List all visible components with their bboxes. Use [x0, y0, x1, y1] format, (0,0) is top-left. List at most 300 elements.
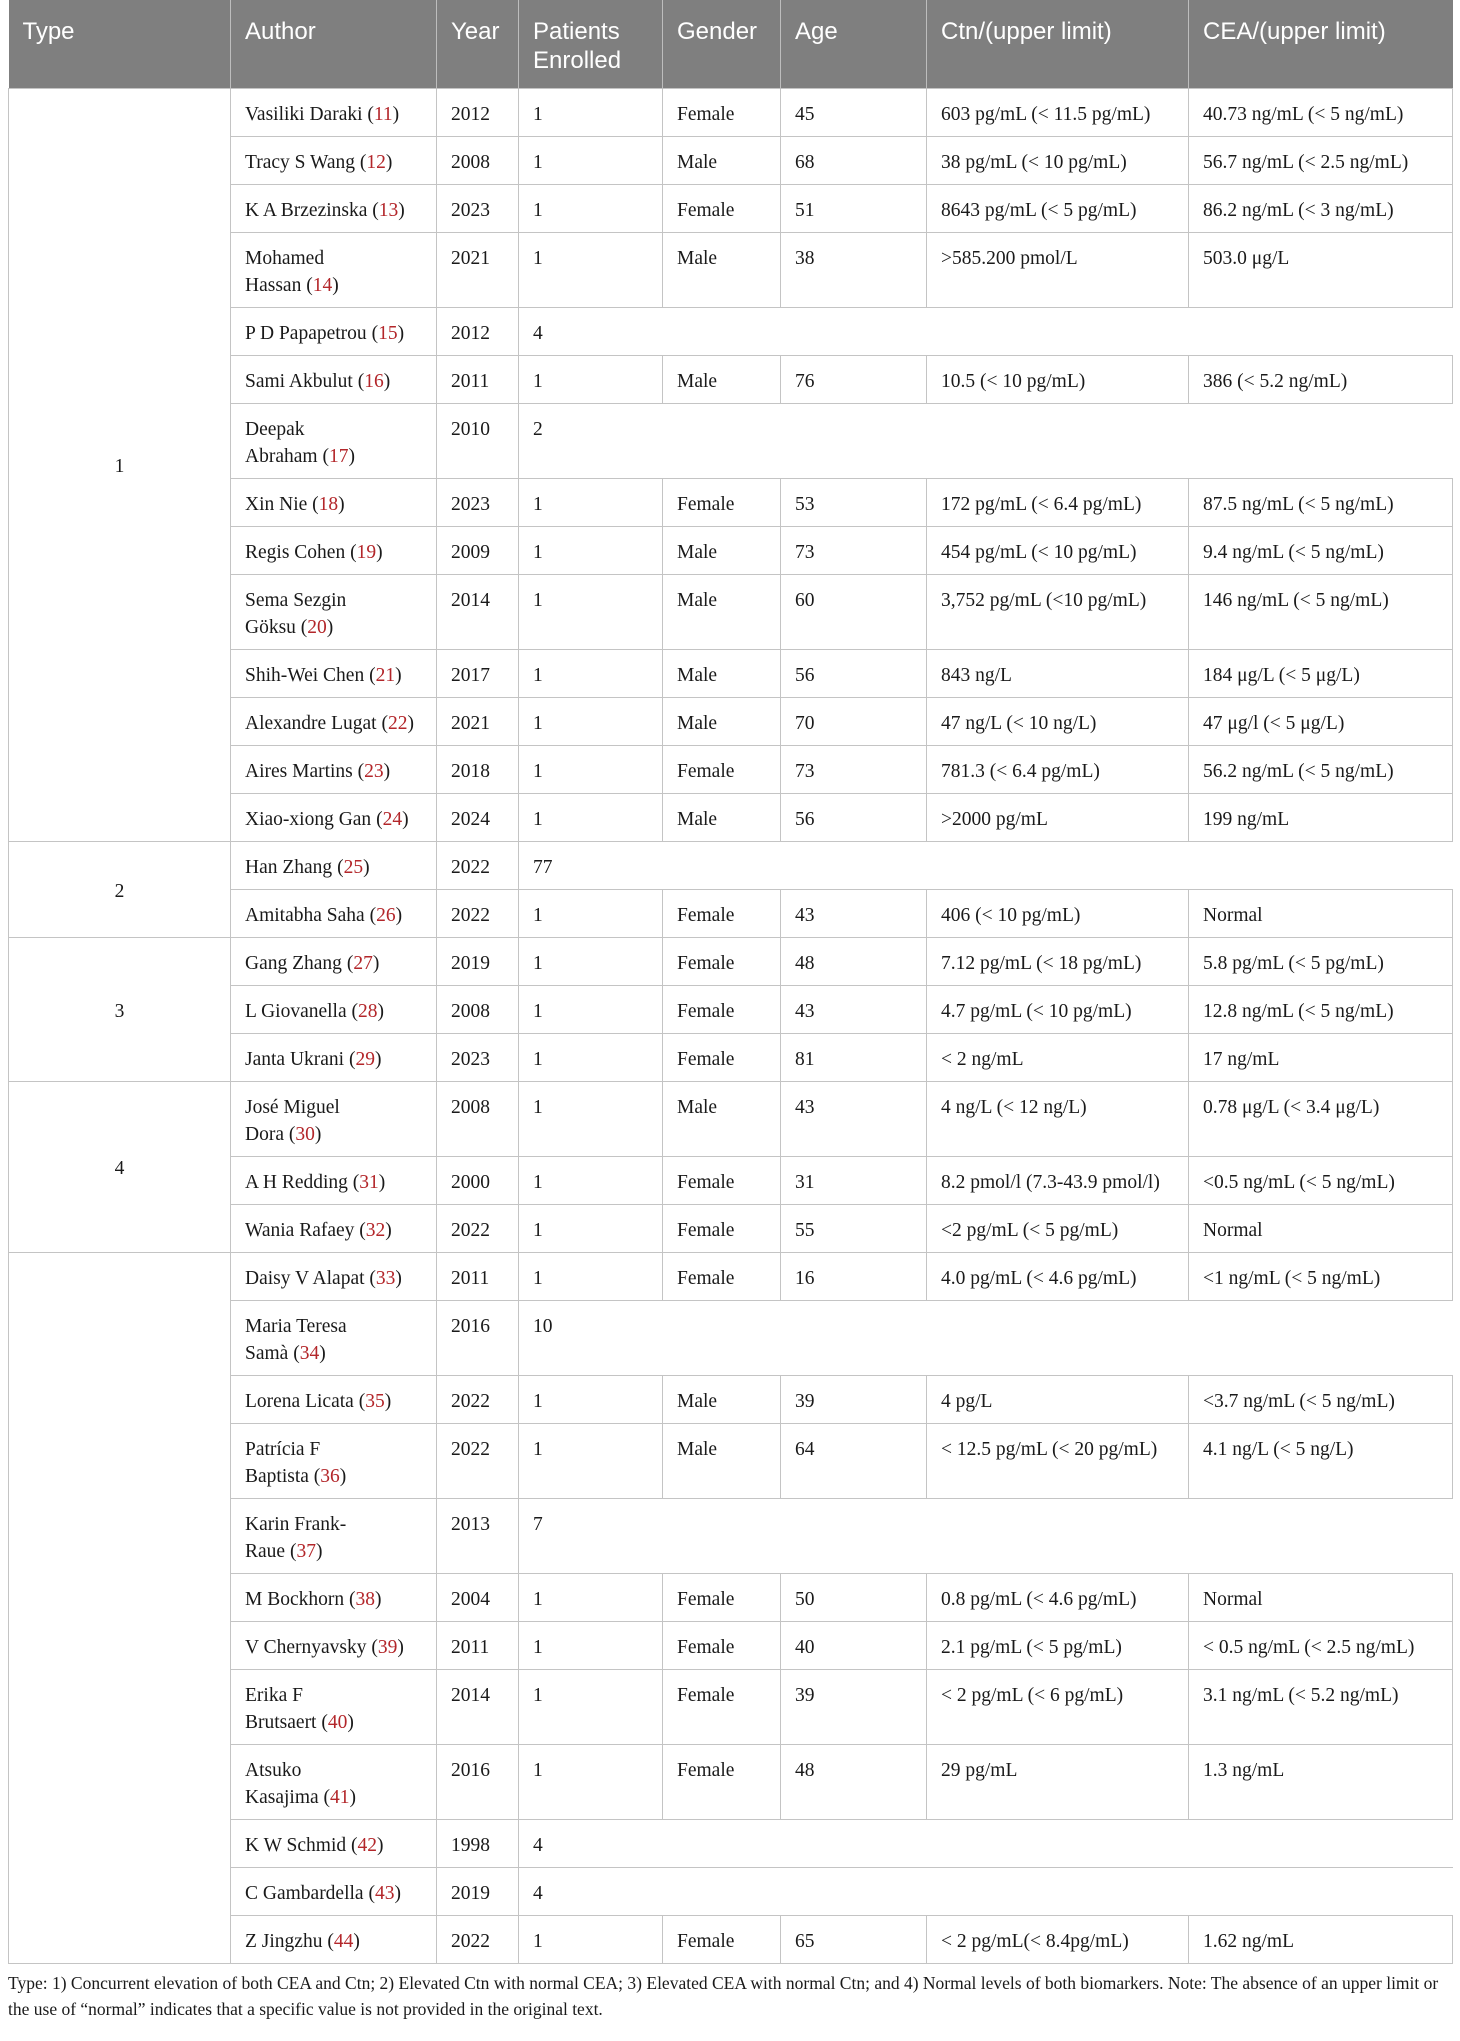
reference-link[interactable]: 17: [328, 445, 349, 467]
reference-link[interactable]: 42: [357, 1834, 377, 1856]
reference-link[interactable]: 43: [374, 1882, 395, 1904]
age-cell: 73: [781, 526, 927, 574]
year-cell: 2014: [437, 574, 519, 649]
patients-cell: 1: [519, 526, 663, 574]
reference-link[interactable]: 12: [366, 151, 386, 173]
gender-cell: Female: [663, 1252, 781, 1300]
age-cell: 31: [781, 1156, 927, 1204]
author-cell: Regis Cohen (19): [231, 526, 437, 574]
cea-cell: 9.4 ng/mL (< 5 ng/mL): [1189, 526, 1453, 574]
year-cell: 2004: [437, 1573, 519, 1621]
table-body: [9, 88, 1453, 1963]
type-cell: 4: [9, 1081, 231, 1252]
reference-link[interactable]: 11: [373, 103, 393, 125]
reference-link[interactable]: 14: [312, 274, 333, 296]
author-name: V Chernyavsky: [245, 1636, 367, 1658]
cea-cell: <1 ng/mL (< 5 ng/mL): [1189, 1252, 1453, 1300]
year-cell: 2022: [437, 1915, 519, 1963]
year-cell: 2016: [437, 1744, 519, 1819]
reference-link[interactable]: 31: [359, 1171, 379, 1193]
year-cell: 2022: [437, 1375, 519, 1423]
patients-cell: 1: [519, 1621, 663, 1669]
patients-cell: 1: [519, 1081, 663, 1156]
cea-cell: 87.5 ng/mL (< 5 ng/mL): [1189, 478, 1453, 526]
age-cell: 38: [781, 232, 927, 307]
patients-cell: 1: [519, 1375, 663, 1423]
author-name: Sami Akbulut: [245, 370, 353, 392]
cea-cell: 0.78 μg/L (< 3.4 μg/L): [1189, 1081, 1453, 1156]
age-cell: 55: [781, 1204, 927, 1252]
cea-cell: 386 (< 5.2 ng/mL): [1189, 355, 1453, 403]
ctn-cell: 10.5 (< 10 pg/mL): [927, 355, 1189, 403]
cea-cell: <3.7 ng/mL (< 5 ng/mL): [1189, 1375, 1453, 1423]
author-name: Vasiliki Daraki: [245, 103, 363, 125]
author-name: M Bockhorn: [245, 1588, 345, 1610]
author-cell: Gang Zhang (27): [231, 937, 437, 985]
cea-cell: 184 μg/L (< 5 μg/L): [1189, 649, 1453, 697]
reference-link[interactable]: 41: [330, 1786, 350, 1808]
reference-link[interactable]: 39: [377, 1636, 398, 1658]
table-row: [9, 1252, 1453, 1300]
patients-cell: 1: [519, 1204, 663, 1252]
author-cell: M Bockhorn (38): [231, 1573, 437, 1621]
patients-cell: 1: [519, 1744, 663, 1819]
author-name: Regis Cohen: [245, 541, 346, 563]
ctn-cell: 454 pg/mL (< 10 pg/mL): [927, 526, 1189, 574]
patients-cell: 10: [519, 1300, 1453, 1375]
author-name: Wania Rafaey: [245, 1219, 355, 1241]
gender-cell: Male: [663, 649, 781, 697]
gender-cell: Male: [663, 232, 781, 307]
cea-cell: 56.7 ng/mL (< 2.5 ng/mL): [1189, 136, 1453, 184]
year-cell: 2008: [437, 136, 519, 184]
reference-link[interactable]: 22: [387, 712, 408, 734]
gender-cell: Female: [663, 478, 781, 526]
reference-link[interactable]: 19: [356, 541, 377, 563]
ctn-cell: 4 ng/L (< 12 ng/L): [927, 1081, 1189, 1156]
ctn-cell: < 2 pg/mL (< 6 pg/mL): [927, 1669, 1189, 1744]
cea-cell: < 0.5 ng/mL (< 2.5 ng/mL): [1189, 1621, 1453, 1669]
author-name: Aires Martins: [245, 760, 353, 782]
author-cell: L Giovanella (28): [231, 985, 437, 1033]
year-cell: 2019: [437, 1867, 519, 1915]
age-cell: 43: [781, 1081, 927, 1156]
cea-cell: 4.1 ng/L (< 5 ng/L): [1189, 1423, 1453, 1498]
cea-cell: 5.8 pg/mL (< 5 pg/mL): [1189, 937, 1453, 985]
cea-cell: Normal: [1189, 1573, 1453, 1621]
year-cell: 2016: [437, 1300, 519, 1375]
gender-cell: Male: [663, 793, 781, 841]
author-name: Z Jingzhu: [245, 1930, 323, 1952]
cea-cell: 146 ng/mL (< 5 ng/mL): [1189, 574, 1453, 649]
age-cell: 64: [781, 1423, 927, 1498]
patients-cell: 1: [519, 889, 663, 937]
header-author: Author: [231, 0, 437, 88]
year-cell: 2017: [437, 649, 519, 697]
year-cell: 2022: [437, 1204, 519, 1252]
reference-link[interactable]: 30: [295, 1123, 315, 1145]
ctn-cell: 843 ng/L: [927, 649, 1189, 697]
author-name: C Gambardella: [245, 1882, 364, 1904]
patients-cell: 4: [519, 1867, 1453, 1915]
author-name: Mohamed Hassan: [245, 247, 325, 296]
age-cell: 56: [781, 793, 927, 841]
year-cell: 2011: [437, 1252, 519, 1300]
author-name: Tracy S Wang: [245, 151, 356, 173]
author-cell: P D Papapetrou (15): [231, 307, 437, 355]
reference-link[interactable]: 38: [355, 1588, 375, 1610]
header-ctn: Ctn/(upper limit): [927, 0, 1189, 88]
author-cell: Vasiliki Daraki (11): [231, 88, 437, 136]
gender-cell: Female: [663, 1669, 781, 1744]
age-cell: 56: [781, 649, 927, 697]
year-cell: 2014: [437, 1669, 519, 1744]
ctn-cell: 172 pg/mL (< 6.4 pg/mL): [927, 478, 1189, 526]
author-cell: C Gambardella (43): [231, 1867, 437, 1915]
patients-cell: 2: [519, 403, 1453, 478]
author-cell: Wania Rafaey (32): [231, 1204, 437, 1252]
author-name: Xin Nie: [245, 493, 308, 515]
year-cell: 2023: [437, 1033, 519, 1081]
author-cell: Aires Martins (23): [231, 745, 437, 793]
header-year: Year: [437, 0, 519, 88]
author-name: Sema Sezgin Göksu: [245, 589, 347, 638]
age-cell: 76: [781, 355, 927, 403]
gender-cell: Female: [663, 184, 781, 232]
author-cell: Shih-Wei Chen (21): [231, 649, 437, 697]
author-name: Amitabha Saha: [245, 904, 365, 926]
author-name: Xiao-xiong Gan: [245, 808, 372, 830]
reference-link[interactable]: 29: [355, 1048, 375, 1070]
cea-cell: 47 μg/l (< 5 μg/L): [1189, 697, 1453, 745]
reference-link[interactable]: 28: [358, 1000, 378, 1022]
author-name: Janta Ukrani: [245, 1048, 345, 1070]
cea-cell: 12.8 ng/mL (< 5 ng/mL): [1189, 985, 1453, 1033]
author-name: A H Redding: [245, 1171, 348, 1193]
age-cell: 40: [781, 1621, 927, 1669]
author-name: José Miguel Dora: [245, 1096, 340, 1145]
reference-link[interactable]: 37: [296, 1540, 316, 1562]
patients-cell: 1: [519, 793, 663, 841]
author-name: Lorena Licata: [245, 1390, 354, 1412]
gender-cell: Female: [663, 1033, 781, 1081]
gender-cell: Female: [663, 1915, 781, 1963]
type-cell: 3: [9, 937, 231, 1081]
gender-cell: Male: [663, 1423, 781, 1498]
age-cell: 45: [781, 88, 927, 136]
ctn-cell: 8643 pg/mL (< 5 pg/mL): [927, 184, 1189, 232]
year-cell: 2012: [437, 307, 519, 355]
year-cell: 2008: [437, 1081, 519, 1156]
author-cell: Maria Teresa Samà (34): [231, 1300, 437, 1375]
cea-cell: 40.73 ng/mL (< 5 ng/mL): [1189, 88, 1453, 136]
gender-cell: Female: [663, 1573, 781, 1621]
type-cell: 2: [9, 841, 231, 937]
ctn-cell: 8.2 pmol/l (7.3-43.9 pmol/l): [927, 1156, 1189, 1204]
age-cell: 43: [781, 985, 927, 1033]
author-cell: Karin Frank-Raue (37): [231, 1498, 437, 1573]
ctn-cell: >585.200 pmol/L: [927, 232, 1189, 307]
cea-cell: 56.2 ng/mL (< 5 ng/mL): [1189, 745, 1453, 793]
ctn-cell: 7.12 pg/mL (< 18 pg/mL): [927, 937, 1189, 985]
reference-link[interactable]: 26: [376, 904, 396, 926]
patients-cell: 1: [519, 745, 663, 793]
author-cell: Erika F Brutsaert (40): [231, 1669, 437, 1744]
header-patients-enrolled: Patients Enrolled: [519, 0, 663, 88]
gender-cell: Female: [663, 1744, 781, 1819]
header-type: Type: [9, 0, 231, 88]
ctn-cell: 3,752 pg/mL (<10 pg/mL): [927, 574, 1189, 649]
author-cell: Janta Ukrani (29): [231, 1033, 437, 1081]
gender-cell: Male: [663, 355, 781, 403]
age-cell: 50: [781, 1573, 927, 1621]
cea-cell: <0.5 ng/mL (< 5 ng/mL): [1189, 1156, 1453, 1204]
ctn-cell: < 12.5 pg/mL (< 20 pg/mL): [927, 1423, 1189, 1498]
author-name: Karin Frank-Raue: [245, 1513, 347, 1562]
reference-link[interactable]: 40: [327, 1711, 348, 1733]
year-cell: 2023: [437, 478, 519, 526]
reference-link[interactable]: 15: [378, 322, 398, 344]
author-cell: Daisy V Alapat (33): [231, 1252, 437, 1300]
cea-cell: 86.2 ng/mL (< 3 ng/mL): [1189, 184, 1453, 232]
patients-cell: 1: [519, 478, 663, 526]
age-cell: 16: [781, 1252, 927, 1300]
author-cell: V Chernyavsky (39): [231, 1621, 437, 1669]
age-cell: 39: [781, 1669, 927, 1744]
year-cell: 2022: [437, 1423, 519, 1498]
author-name: K W Schmid: [245, 1834, 347, 1856]
cea-cell: Normal: [1189, 889, 1453, 937]
patients-cell: 1: [519, 1033, 663, 1081]
author-cell: Amitabha Saha (26): [231, 889, 437, 937]
reference-link[interactable]: 18: [318, 493, 339, 515]
reference-link[interactable]: 32: [365, 1219, 386, 1241]
year-cell: 2021: [437, 697, 519, 745]
reference-link[interactable]: 33: [375, 1267, 396, 1289]
author-cell: Lorena Licata (35): [231, 1375, 437, 1423]
patients-cell: 4: [519, 307, 1453, 355]
cea-cell: 199 ng/mL: [1189, 793, 1453, 841]
type-cell: 1: [9, 88, 231, 841]
year-cell: 2018: [437, 745, 519, 793]
header-row: [9, 0, 1453, 88]
table-row: [9, 937, 1453, 985]
author-name: Deepak Abraham: [245, 418, 318, 467]
author-name: Maria Teresa Samà: [245, 1315, 347, 1364]
gender-cell: Male: [663, 1375, 781, 1423]
gender-cell: Male: [663, 697, 781, 745]
reference-link[interactable]: 16: [364, 370, 384, 392]
patients-cell: 1: [519, 1156, 663, 1204]
author-name: Atsuko Kasajima: [245, 1759, 319, 1808]
year-cell: 2022: [437, 889, 519, 937]
age-cell: 39: [781, 1375, 927, 1423]
reference-link[interactable]: 21: [375, 664, 396, 686]
gender-cell: Female: [663, 745, 781, 793]
patients-cell: 1: [519, 355, 663, 403]
gender-cell: Female: [663, 985, 781, 1033]
gender-cell: Male: [663, 574, 781, 649]
patients-cell: 1: [519, 232, 663, 307]
age-cell: 70: [781, 697, 927, 745]
reference-link[interactable]: 24: [382, 808, 403, 830]
author-cell: Atsuko Kasajima (41): [231, 1744, 437, 1819]
patients-cell: 1: [519, 136, 663, 184]
author-cell: Xiao-xiong Gan (24): [231, 793, 437, 841]
reference-link[interactable]: 27: [353, 952, 373, 974]
author-cell: Tracy S Wang (12): [231, 136, 437, 184]
author-cell: Patrícia F Baptista (36): [231, 1423, 437, 1498]
age-cell: 48: [781, 1744, 927, 1819]
gender-cell: Female: [663, 889, 781, 937]
age-cell: 43: [781, 889, 927, 937]
reference-link[interactable]: 13: [378, 199, 399, 221]
age-cell: 81: [781, 1033, 927, 1081]
year-cell: 2021: [437, 232, 519, 307]
gender-cell: Male: [663, 1081, 781, 1156]
patients-cell: 1: [519, 937, 663, 985]
patients-cell: 4: [519, 1819, 1453, 1867]
table-row: [9, 1081, 1453, 1156]
age-cell: 68: [781, 136, 927, 184]
author-cell: Han Zhang (25): [231, 841, 437, 889]
year-cell: 2008: [437, 985, 519, 1033]
type-cell: [9, 1252, 231, 1963]
gender-cell: Female: [663, 1621, 781, 1669]
year-cell: 2011: [437, 1621, 519, 1669]
year-cell: 2019: [437, 937, 519, 985]
reference-link[interactable]: 44: [333, 1930, 354, 1952]
year-cell: 2011: [437, 355, 519, 403]
header-gender: Gender: [663, 0, 781, 88]
ctn-cell: >2000 pg/mL: [927, 793, 1189, 841]
patients-cell: 1: [519, 1669, 663, 1744]
reference-link[interactable]: 23: [364, 760, 384, 782]
patients-cell: 7: [519, 1498, 1453, 1573]
table-container: [8, 0, 1452, 2022]
author-name: Gang Zhang: [245, 952, 342, 974]
ctn-cell: 0.8 pg/mL (< 4.6 pg/mL): [927, 1573, 1189, 1621]
author-cell: José Miguel Dora (30): [231, 1081, 437, 1156]
ctn-cell: 29 pg/mL: [927, 1744, 1189, 1819]
author-cell: Sami Akbulut (16): [231, 355, 437, 403]
ctn-cell: 781.3 (< 6.4 pg/mL): [927, 745, 1189, 793]
patients-cell: 1: [519, 1573, 663, 1621]
author-cell: Z Jingzhu (44): [231, 1915, 437, 1963]
author-name: Erika F Brutsaert: [245, 1684, 317, 1733]
ctn-cell: 4 pg/L: [927, 1375, 1189, 1423]
patients-cell: 1: [519, 1423, 663, 1498]
author-cell: K A Brzezinska (13): [231, 184, 437, 232]
cea-cell: 1.3 ng/mL: [1189, 1744, 1453, 1819]
age-cell: 51: [781, 184, 927, 232]
patients-cell: 1: [519, 697, 663, 745]
ctn-cell: 38 pg/mL (< 10 pg/mL): [927, 136, 1189, 184]
author-name: Han Zhang: [245, 856, 333, 878]
author-name: Alexandre Lugat: [245, 712, 377, 734]
patients-cell: 77: [519, 841, 1453, 889]
year-cell: 2023: [437, 184, 519, 232]
author-name: K A Brzezinska: [245, 199, 368, 221]
author-cell: Mohamed Hassan (14): [231, 232, 437, 307]
gender-cell: Female: [663, 937, 781, 985]
data-table: [8, 0, 1453, 1964]
ctn-cell: 603 pg/mL (< 11.5 pg/mL): [927, 88, 1189, 136]
table-footnote: Type: 1) Concurrent elevation of both CEA and Ctn; 2) Elevated Ctn with normal CEA; 3) Elevated CEA with normal Ctn; and 4) Normal levels of both biomarkers. Note: The absence of an upper limit or the use of “normal” indicates that a specific value is not provided in the original text.: [8, 1972, 1439, 2019]
year-cell: 1998: [437, 1819, 519, 1867]
age-cell: 73: [781, 745, 927, 793]
author-name: P D Papapetrou: [245, 322, 367, 344]
patients-cell: 1: [519, 88, 663, 136]
year-cell: 2010: [437, 403, 519, 478]
author-cell: Alexandre Lugat (22): [231, 697, 437, 745]
age-cell: 48: [781, 937, 927, 985]
cea-cell: 1.62 ng/mL: [1189, 1915, 1453, 1963]
patients-cell: 1: [519, 184, 663, 232]
gender-cell: Female: [663, 1156, 781, 1204]
ctn-cell: < 2 ng/mL: [927, 1033, 1189, 1081]
ctn-cell: 4.7 pg/mL (< 10 pg/mL): [927, 985, 1189, 1033]
gender-cell: Male: [663, 136, 781, 184]
cea-cell: 3.1 ng/mL (< 5.2 ng/mL): [1189, 1669, 1453, 1744]
patients-cell: 1: [519, 985, 663, 1033]
gender-cell: Female: [663, 88, 781, 136]
gender-cell: Male: [663, 526, 781, 574]
cea-cell: Normal: [1189, 1204, 1453, 1252]
header-cea: CEA/(upper limit): [1189, 0, 1453, 88]
reference-link[interactable]: 35: [365, 1390, 385, 1412]
patients-cell: 1: [519, 574, 663, 649]
ctn-cell: 2.1 pg/mL (< 5 pg/mL): [927, 1621, 1189, 1669]
author-cell: Deepak Abraham (17): [231, 403, 437, 478]
header-age: Age: [781, 0, 927, 88]
author-cell: Xin Nie (18): [231, 478, 437, 526]
reference-link[interactable]: 20: [307, 616, 327, 638]
year-cell: 2009: [437, 526, 519, 574]
ctn-cell: 47 ng/L (< 10 ng/L): [927, 697, 1189, 745]
reference-link[interactable]: 25: [343, 856, 364, 878]
age-cell: 53: [781, 478, 927, 526]
cea-cell: 503.0 μg/L: [1189, 232, 1453, 307]
year-cell: 2013: [437, 1498, 519, 1573]
ctn-cell: <2 pg/mL (< 5 pg/mL): [927, 1204, 1189, 1252]
author-name: Daisy V Alapat: [245, 1267, 365, 1289]
author-name: Shih-Wei Chen: [245, 664, 365, 686]
patients-cell: 1: [519, 649, 663, 697]
gender-cell: Female: [663, 1204, 781, 1252]
reference-link[interactable]: 34: [299, 1342, 320, 1364]
ctn-cell: < 2 pg/mL(< 8.4pg/mL): [927, 1915, 1189, 1963]
table-row: [9, 88, 1453, 136]
cea-cell: 17 ng/mL: [1189, 1033, 1453, 1081]
year-cell: 2022: [437, 841, 519, 889]
ctn-cell: 4.0 pg/mL (< 4.6 pg/mL): [927, 1252, 1189, 1300]
age-cell: 65: [781, 1915, 927, 1963]
table-row: [9, 841, 1453, 889]
year-cell: 2012: [437, 88, 519, 136]
year-cell: 2000: [437, 1156, 519, 1204]
author-cell: K W Schmid (42): [231, 1819, 437, 1867]
ctn-cell: 406 (< 10 pg/mL): [927, 889, 1189, 937]
year-cell: 2024: [437, 793, 519, 841]
author-name: Patrícia F Baptista: [245, 1438, 321, 1487]
patients-cell: 1: [519, 1252, 663, 1300]
patients-cell: 1: [519, 1915, 663, 1963]
reference-link[interactable]: 36: [320, 1465, 340, 1487]
author-name: L Giovanella: [245, 1000, 347, 1022]
age-cell: 60: [781, 574, 927, 649]
author-cell: A H Redding (31): [231, 1156, 437, 1204]
